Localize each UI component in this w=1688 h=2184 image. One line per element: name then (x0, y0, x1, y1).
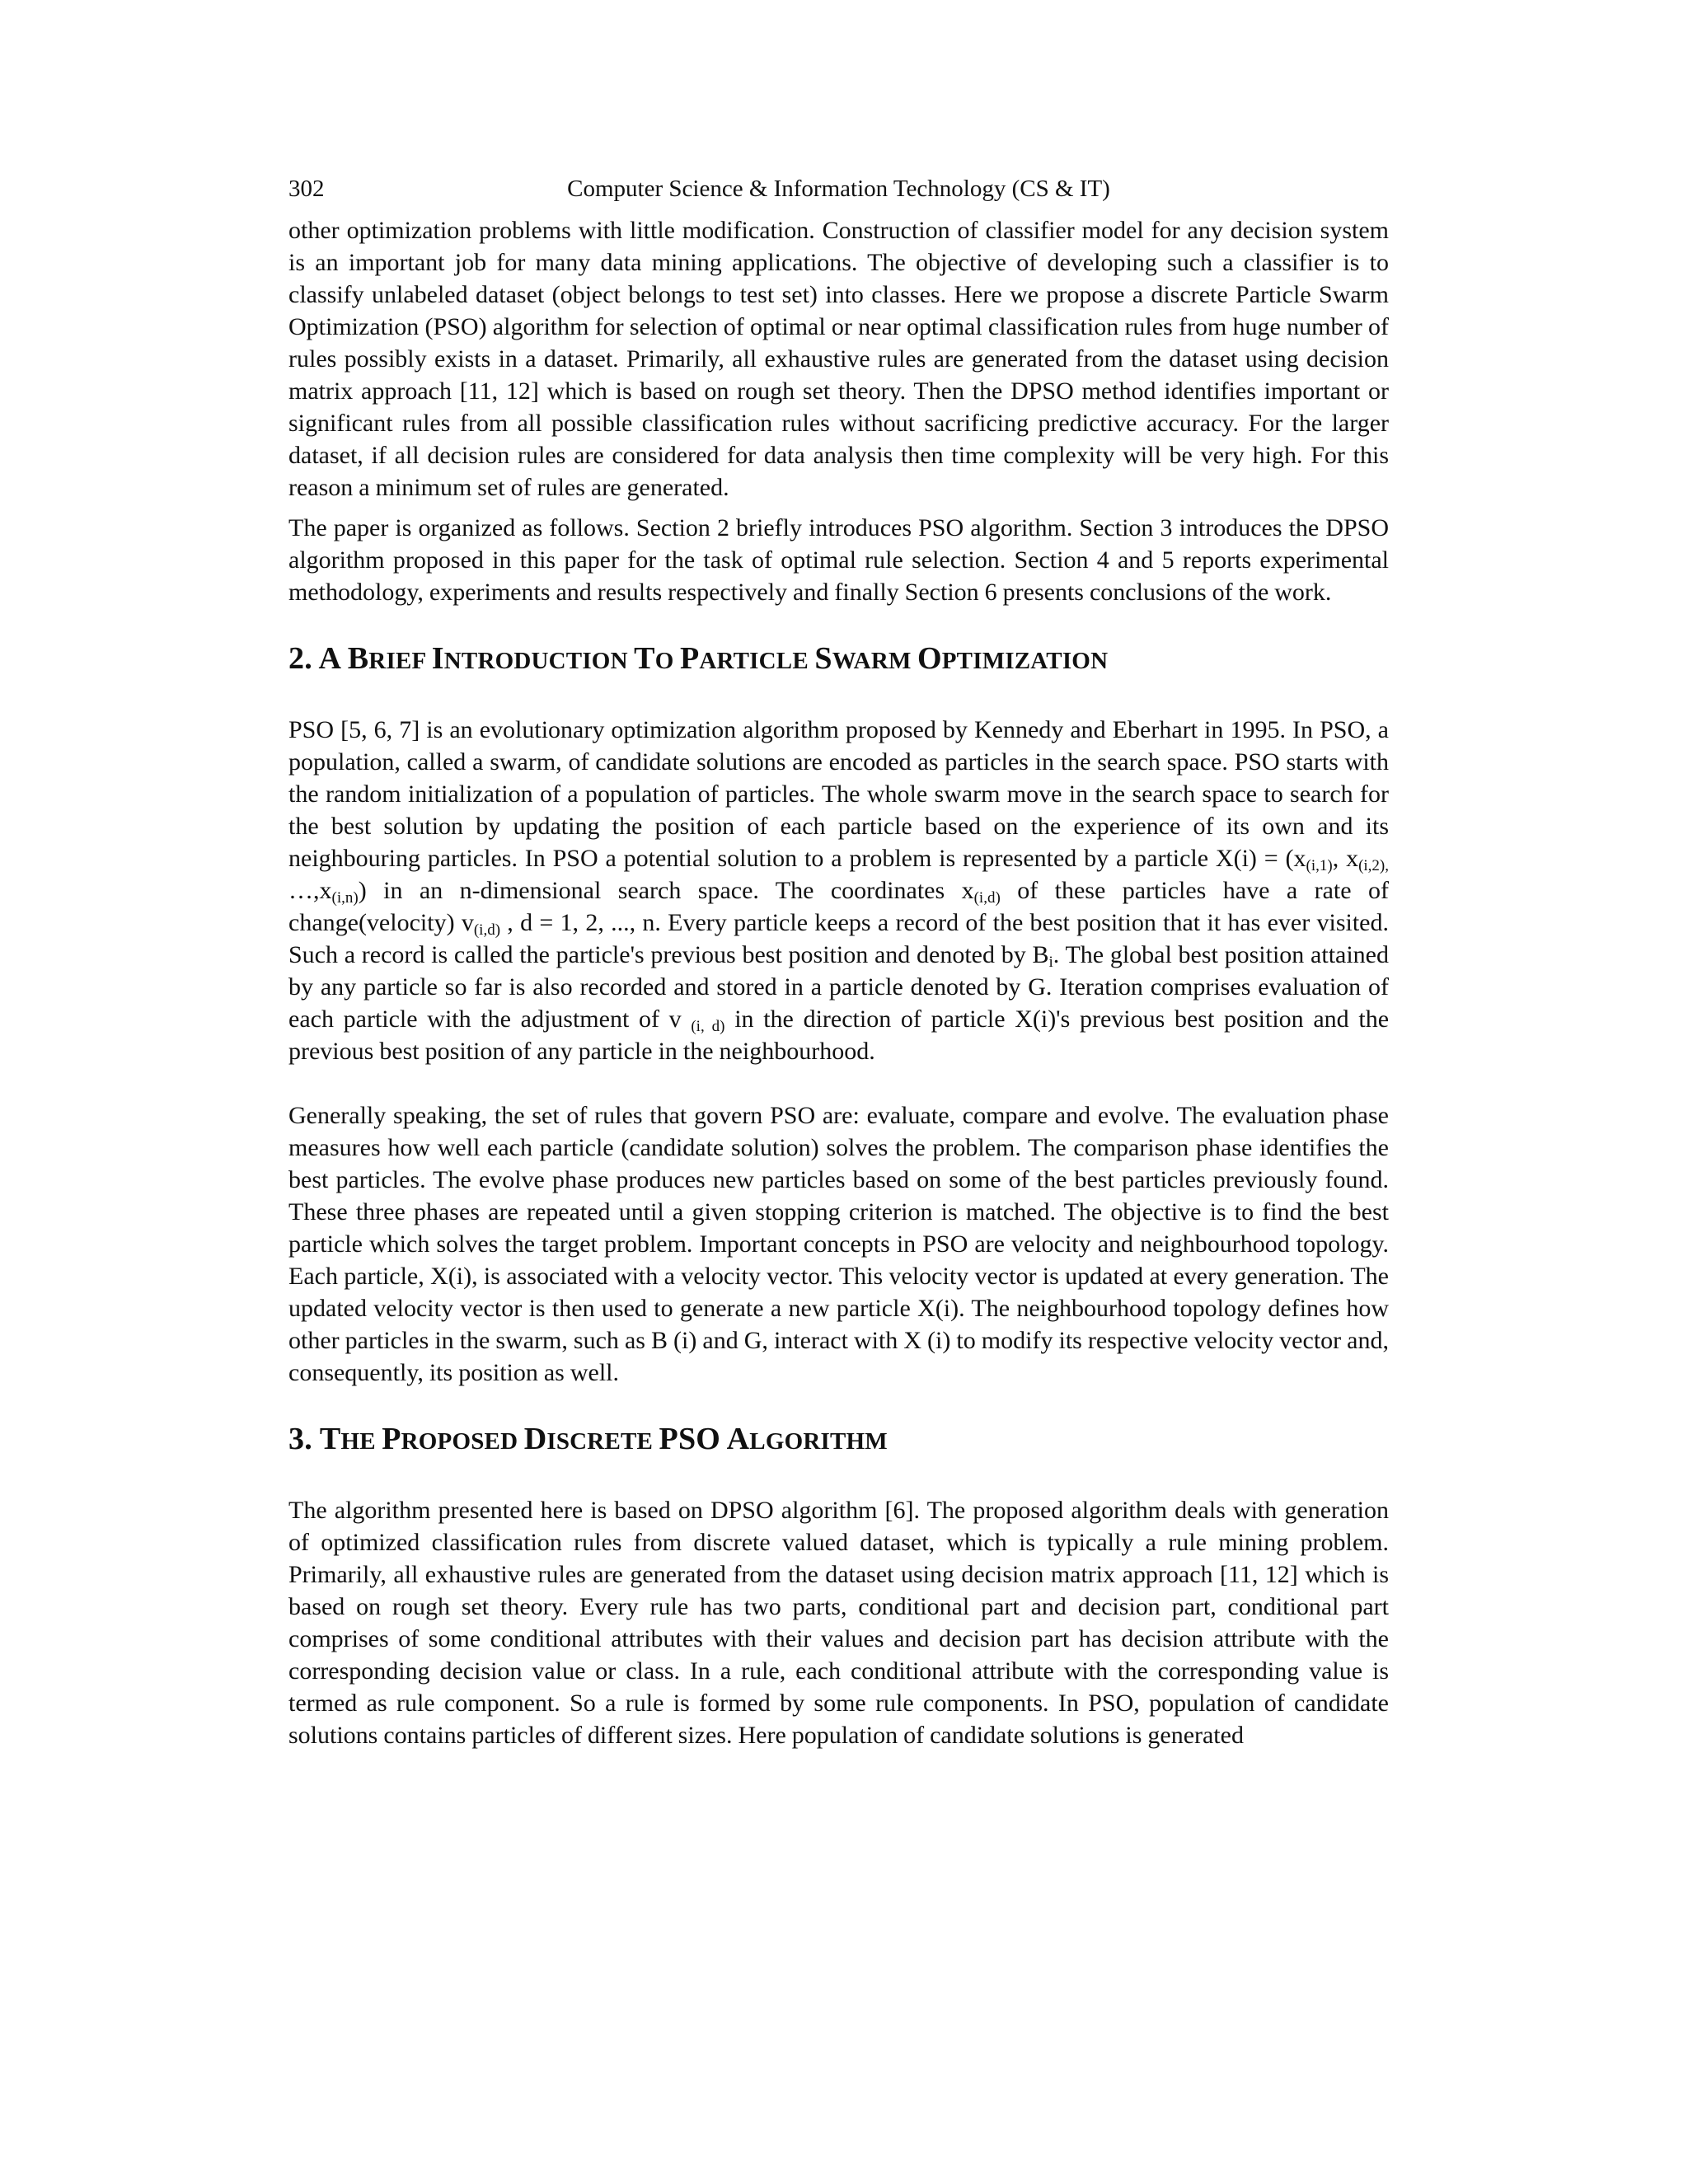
section-3-heading: 3. THE PROPOSED DISCRETE PSO ALGORITHM (288, 1422, 888, 1456)
section-2-heading: 2. A BRIEF INTRODUCTION TO PARTICLE SWARM OPTIMIZATION (288, 641, 1109, 676)
page-number: 302 (288, 176, 325, 202)
paper-page (288, 171, 1389, 1751)
intro-paragraph-2: The paper is organized as follows. Section 2 briefly introduces PSO algorithm. Section 3 introduces the DPSO algorithm proposed in this paper for the task of optimal rule selection. Section 4 and 5 reports experimental methodology, experiments and results respectively and finally Section 6 presents conclusions of the work. (288, 514, 1389, 606)
running-header (288, 171, 1389, 206)
section-3-paragraph-1: The algorithm presented here is based on DPSO algorithm [6]. The proposed algorithm deals with generation of optimized classification rules from discrete valued dataset, which is typically a rule mining problem. Primarily, all exhaustive rules are generated from the dataset using decision matrix approach [11, 12] which is based on rough set theory. Every rule has two parts, conditional part and decision part, conditional part comprises of some conditional attributes with their values and decision part has decision attribute with the corresponding decision value or class. In a rule, each conditional attribute with the corresponding value is termed as rule component. So a rule is formed by some rule components. In PSO, population of candidate solutions contains particles of different sizes. Here population of candidate solutions is generated (288, 1497, 1389, 1749)
intro-paragraph-1: other optimization problems with little modification. Construction of classifier model for any decision system is an important job for many data mining applications. The objective of developing such a classifier is to classify unlabeled dataset (object belongs to test set) into classes. Here we propose a discrete Particle Swarm Optimization (PSO) algorithm for selection of optimal or near optimal classification rules from huge number of rules possibly exists in a dataset. Primarily, all exhaustive rules are generated from the dataset using decision matrix approach [11, 12] which is based on rough set theory. Then the DPSO method identifies important or significant rules from all possible classification rules without sacrificing predictive accuracy. For the larger dataset, if all decision rules are considered for data analysis then time complexity will be very high. For this reason a minimum set of rules are generated. (288, 217, 1389, 501)
section-2-paragraph-1: PSO [5, 6, 7] is an evolutionary optimization algorithm proposed by Kennedy and Eberhart in 1995. In PSO, a population, called a swarm, of candidate solutions are encoded as particles in the search space. PSO starts with the random initialization of a population of particles. The whole swarm move in the search space to search for the best solution by updating the position of each particle based on the experience of its own and its neighbouring particles. In PSO a potential solution to a problem is represented by a particle $X(i) = (x_{(i,1)}$, $x_{(i,2),}$ $\dots,x_{(i,n)}$) in an n-dimensional search space. The coordinates $x_{(i,d)}$ of these particles have a rate of change(velocity) $v_{(i,d)}$ , d = 1, 2, ..., n. Every particle keeps a record of the best position that it has ever visited. Such a record is called the particle's previous best position and denoted by $B_i$. The global best position attained by any particle so far is also recorded and stored in a particle denoted by G. Iteration comprises evaluation of each particle with the adjustment of v $_{(i, d)}$ in the direction of particle X(i)'s previous best position and the previous best position of any particle in the neighbourhood. (288, 716, 1390, 1065)
journal-title: Computer Science & Information Technology (CS & IT) (567, 176, 1110, 202)
section-2-paragraph-2: Generally speaking, the set of rules that govern PSO are: evaluate, compare and evolve. The evaluation phase measures how well each particle (candidate solution) solves the problem. The comparison phase identifies the best particles. The evolve phase produces new particles based on some of the best particles previously found. These three phases are repeated until a given stopping criterion is matched. The objective is to find the best particle which solves the target problem. Important concepts in PSO are velocity and neighbourhood topology. Each particle, X(i), is associated with a velocity vector. This velocity vector is updated at every generation. The updated velocity vector is then used to generate a new particle X(i). The neighbourhood topology defines how other particles in the swarm, such as B (i) and G, interact with X (i) to modify its respective velocity vector and, consequently, its position as well. (288, 1102, 1389, 1386)
